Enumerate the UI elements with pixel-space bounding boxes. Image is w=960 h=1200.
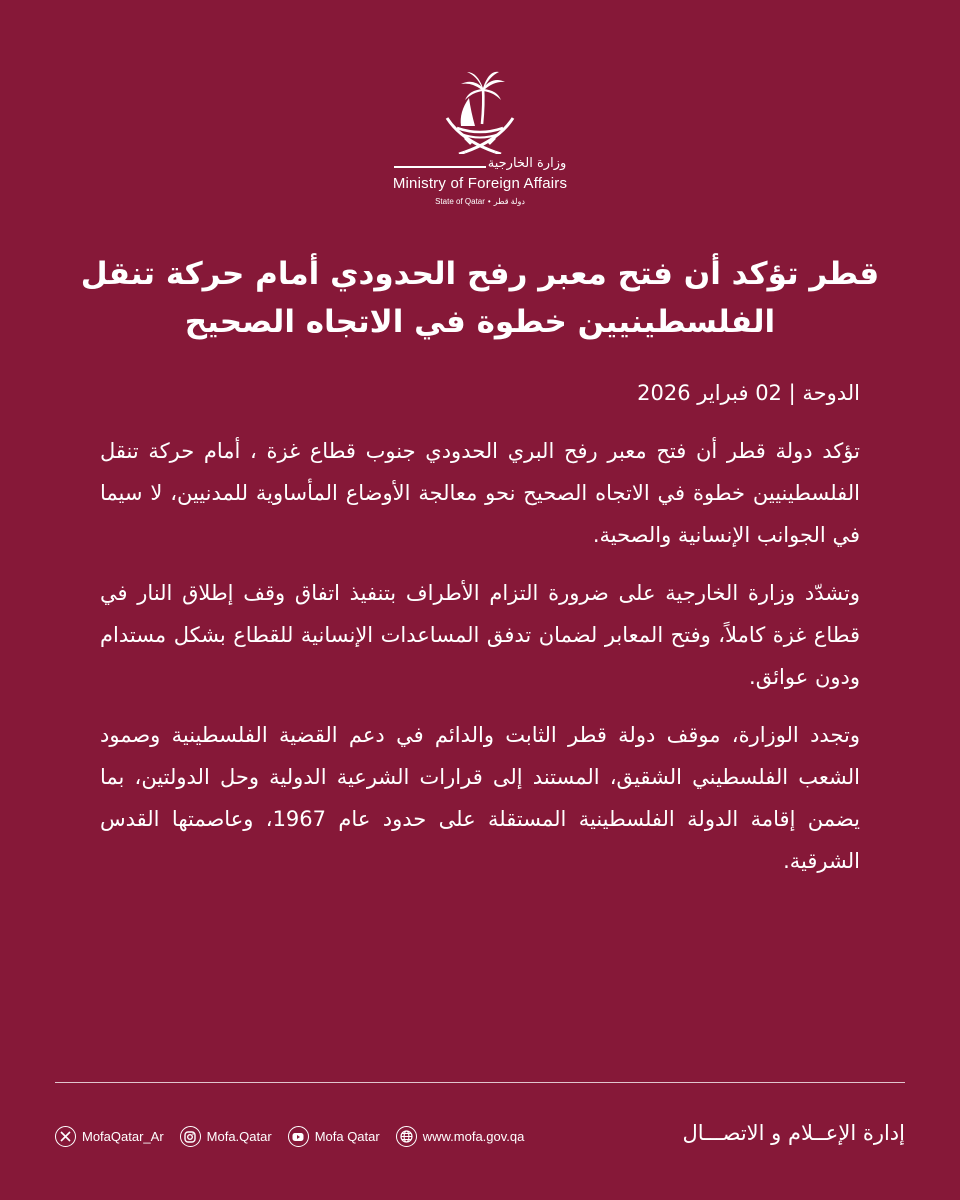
social-label-youtube: Mofa Qatar <box>314 1129 380 1144</box>
state-name-ar: دولة قطر <box>493 197 525 206</box>
social-label-instagram: Mofa.Qatar <box>206 1129 272 1144</box>
press-release-body <box>100 372 860 898</box>
social-link-x[interactable] <box>55 1126 164 1147</box>
instagram-icon <box>180 1126 201 1147</box>
ministry-name-en: Ministry of Foreign Affairs <box>392 175 568 192</box>
social-link-youtube[interactable] <box>288 1126 380 1147</box>
social-label-x: MofaQatar_Ar <box>82 1129 164 1144</box>
ministry-name-ar-text: وزارة الخارجية <box>487 156 567 171</box>
body-paragraph-1: تؤكد دولة قطر أن فتح معبر رفح البري الحدودي جنوب قطاع غزة ، أمام حركة تنقل الفلسطينيين خطوة في الاتجاه الصحيح نحو معالجة الأوضاع المأساوية للمدنيين، لا سيما في الجوانب الإنسانية والصحية. <box>100 439 860 547</box>
globe-icon <box>396 1126 417 1147</box>
qatar-emblem-icon <box>439 68 521 154</box>
body-paragraph-2: وتشدّد وزارة الخارجية على ضرورة التزام الأطراف بتنفيذ اتفاق وقف إطلاق النار في قطاع غزة كاملاً، وفتح المعابر لضمان تدفق المساعدات الإنسانية للقطاع بشكل مستدام ودون عوائق. <box>100 581 860 689</box>
state-separator: • <box>487 197 491 206</box>
body-paragraph-3: وتجدد الوزارة، موقف دولة قطر الثابت والدائم في دعم القضية الفلسطينية وصمود الشعب الفلسطيني الشقيق، المستند إلى قرارات الشرعية الدولية وحل الدولتين، بما يضمن إقامة الدولة الفلسطينية المستقلة على حدود عام 1967، وعاصمتها القدس الشرقية. <box>100 723 860 873</box>
press-release-headline <box>60 250 900 346</box>
state-name-en: State of Qatar <box>435 197 485 206</box>
ministry-name-rule <box>394 166 486 168</box>
youtube-icon <box>288 1126 309 1147</box>
x-icon <box>55 1126 76 1147</box>
social-links <box>55 1126 524 1147</box>
department-name: إدارة الإعــلام و الاتصـــال <box>682 1121 905 1145</box>
social-link-website[interactable] <box>396 1126 525 1147</box>
dateline: الدوحة | 02 فبراير 2026 <box>637 381 860 405</box>
state-line <box>0 197 960 206</box>
social-label-website: www.mofa.gov.qa <box>422 1129 525 1144</box>
footer-divider <box>55 1082 905 1083</box>
headline-line-1: قطر تؤكد أن فتح معبر رفح الحدودي أمام حركة تنقل <box>80 256 880 292</box>
ministry-logo <box>0 68 960 206</box>
social-link-instagram[interactable] <box>180 1126 272 1147</box>
ministry-name-ar <box>0 156 960 171</box>
headline-line-2: الفلسطينيين خطوة في الاتجاه الصحيح <box>184 304 776 340</box>
